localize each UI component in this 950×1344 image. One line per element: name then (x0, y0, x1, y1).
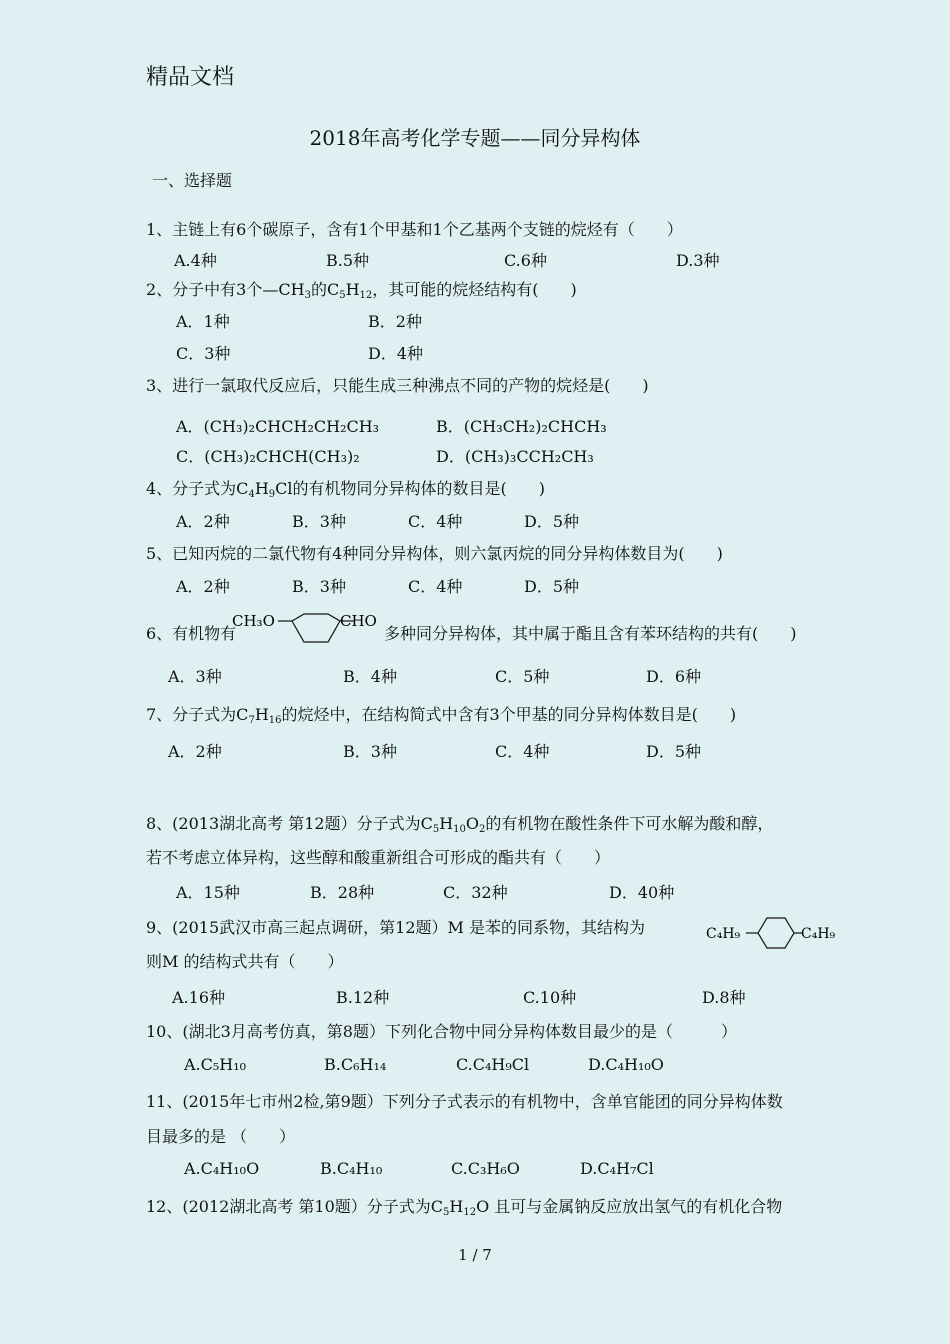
q8-option-b: B．28种 (310, 883, 375, 902)
q10-option-d: D.C₄H₁₀O (588, 1055, 664, 1074)
question-8: 8、(2013湖北高考 第12题）分子式为$C_5H_{10}O_2$的有机物在酸性条件下可水解为酸和醇， (146, 814, 774, 835)
page-number: 1 / 7 (458, 1246, 492, 1264)
q1-option-a: A.4种 (174, 251, 217, 270)
q5-option-a: A．2种 (176, 577, 230, 596)
question-5: 5、已知丙烷的二氯代物有4种同分异构体，则六氯丙烷的同分异构体数目为( ) (146, 544, 723, 563)
question-1: 1、主链上有6个碳原子，含有1个甲基和1个乙基两个支链的烷烃有（ ） (146, 220, 683, 239)
question-12: 12、(2012湖北高考 第10题）分子式为$C_5H_{12}O$ 且可与金属钠反应放出氢气的有机化合物 (146, 1197, 783, 1218)
q8-option-c: C．32种 (443, 883, 508, 902)
q2-option-c: C．3种 (176, 344, 231, 363)
q9-option-d: D.8种 (702, 988, 746, 1007)
methoxybenzaldehyde-structure (230, 604, 390, 650)
q4-option-a: A．2种 (176, 512, 230, 531)
q7-option-b: B．3种 (343, 742, 397, 761)
question-11-line2: 目最多的是 （ ） (146, 1127, 296, 1146)
q8-option-d: D．40种 (609, 883, 675, 902)
q1-option-c: C.6种 (504, 251, 547, 270)
question-3: 3、进行一氯取代反应后，只能生成三种沸点不同的产物的烷烃是( ) (146, 376, 649, 395)
q7-option-c: C．4种 (495, 742, 550, 761)
q2-option-d: D．4种 (368, 344, 424, 363)
question-11: 11、(2015年七市州2检,第9题）下列分子式表示的有机物中，含单官能团的同分异构体数 (146, 1092, 783, 1111)
watermark: 精品文档 (146, 65, 235, 90)
q5-option-b: B．3种 (292, 577, 346, 596)
q6-option-a: A．3种 (168, 667, 222, 686)
question-8-line2: 若不考虑立体异构，这些醇和酸重新组合可形成的酯共有（ ） (146, 848, 611, 867)
q2-option-a: A．1种 (176, 312, 230, 331)
q9-option-a: A.16种 (172, 988, 226, 1007)
question-6-suffix: 多种同分异构体，其中属于酯且含有苯环结构的共有( ) (384, 624, 797, 643)
question-7: 7、分子式为$C_7H_{16}$的烷烃中，在结构简式中含有3个甲基的同分异构体数目是( ) (146, 705, 737, 726)
q3-option-b: B．(CH₃CH₂)₂CHCH₃ (436, 417, 607, 436)
q1-option-d: D.3种 (676, 251, 720, 270)
question-9: 9、(2015武汉市高三起点调研，第12题）M 是苯的同系物，其结构为 (146, 918, 645, 937)
q2-option-b: B．2种 (368, 312, 422, 331)
question-9-line2: 则M 的结构式共有（ ） (146, 952, 344, 971)
structure-cho-label: CHO (340, 612, 377, 630)
q3-option-d: D．(CH₃)₃CCH₂CH₃ (436, 447, 594, 466)
q8-option-a: A．15种 (176, 883, 240, 902)
q10-option-c: C.C₄H₉Cl (456, 1055, 530, 1074)
q11-option-a: A.C₄H₁₀O (184, 1159, 260, 1178)
q10-option-a: A.C₅H₁₀ (184, 1055, 247, 1074)
section-heading: 一、选择题 (152, 171, 233, 190)
q5-option-c: C．4种 (408, 577, 463, 596)
q7-option-a: A．2种 (168, 742, 222, 761)
q10-option-b: B.C₆H₁₄ (324, 1055, 387, 1074)
question-6-prefix: 6、有机物有 (146, 624, 237, 643)
q6-option-c: C．5种 (495, 667, 550, 686)
q4-option-b: B．3种 (292, 512, 346, 531)
q4-option-d: D．5种 (524, 512, 580, 531)
q5-option-d: D．5种 (524, 577, 580, 596)
q1-option-b: B.5种 (326, 251, 370, 270)
q11-option-d: D.C₄H₇Cl (580, 1159, 654, 1178)
q9-option-c: C.10种 (523, 988, 577, 1007)
question-10: 10、(湖北3月高考仿真，第8题）下列化合物中同分异构体数目最少的是（ ） (146, 1022, 737, 1041)
q4-option-c: C．4种 (408, 512, 463, 531)
q3-option-a: A．(CH₃)₂CHCH₂CH₂CH₃ (176, 417, 380, 436)
q7-option-d: D．5种 (646, 742, 702, 761)
question-2: 2、分子中有3个$—CH_3$的$C_5H_{12}$，其可能的烷烃结构有( ) (146, 280, 577, 301)
structure-ch3o-label: CH₃O (232, 612, 275, 630)
q6-option-b: B．4种 (343, 667, 397, 686)
q11-option-b: B.C₄H₁₀ (320, 1159, 383, 1178)
page-title: 2018年高考化学专题——同分异构体 (309, 126, 641, 150)
q3-option-c: C．(CH₃)₂CHCH(CH₃)₂ (176, 447, 360, 466)
question-4: 4、分子式为$C_4H_9Cl$的有机物同分异构体的数目是( ) (146, 479, 545, 500)
structure-left-c4h9: C₄H₉ (706, 926, 741, 942)
q11-option-c: C.C₃H₆O (451, 1159, 520, 1178)
q6-option-d: D．6种 (646, 667, 702, 686)
structure-right-c4h9: C₄H₉ (801, 926, 836, 942)
dibutylbenzene-structure (704, 912, 840, 952)
q9-option-b: B.12种 (336, 988, 390, 1007)
